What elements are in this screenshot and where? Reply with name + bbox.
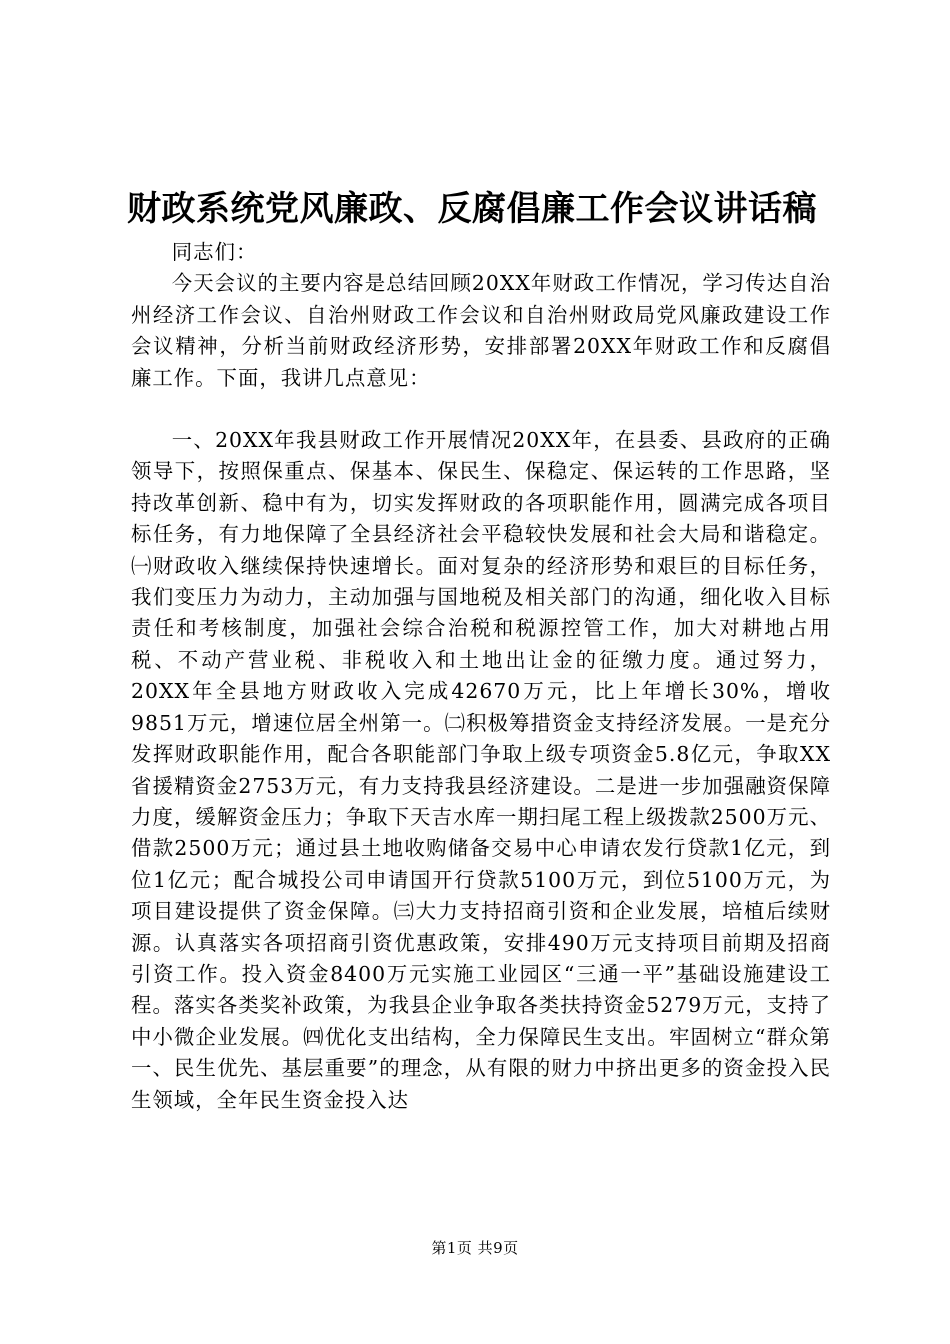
document-title: 财政系统党风廉政、反腐倡廉工作会议讲话稿: [127, 189, 817, 229]
salutation: 同志们：: [171, 240, 258, 264]
document-body: [131, 237, 831, 1116]
page-number-footer: 第1页 共9页: [431, 1239, 519, 1257]
paragraph-section-one: 一、20XX年我县财政工作开展情况20XX年，在县委、县政府的正确领导下，按照保重点、保基本、保民生、保稳定、保运转的工作思路，坚持改革创新、稳中有为，切实发挥财政的各项职能作用，圆满完成各项目标任务，有力地保障了全县经济社会平稳较快发展和社会大局和谐稳定。㈠财政收入继续保持快速增长。面对复杂的经济形势和艰巨的目标任务，我们变压力为动力，主动加强与国地税及相关部门的沟通，细化收入目标责任和考核制度，加强社会综合治税和税源控管工作，加大对耕地占用税、不动产营业税、非税收入和土地出让金的征缴力度。通过努力，20XX年全县地方财政收入完成42670万元，比上年增长30%，增收9851万元，增速位居全州第一。㈡积极筹措资金支持经济发展。一是充分发挥财政职能作用，配合各职能部门争取上级专项资金5.8亿元，争取XX省援精资金2753万元，有力支持我县经济建设。二是进一步加强融资保障力度，缓解资金压力；争取下天吉水库一期扫尾工程上级拨款2500万元、借款2500万元；通过县土地收购储备交易中心申请农发行贷款1亿元，到位1亿元；配合城投公司申请国开行贷款5100万元，到位5100万元，为项目建设提供了资金保障。㈢大力支持招商引资和企业发展，培植后续财源。认真落实各项招商引资优惠政策，安排490万元支持项目前期及招商引资工作。投入资金8400万元实施工业园区“三通一平”基础设施建设工程。落实各类奖补政策，为我县企业争取各类扶持资金5279万元，支持了中小微企业发展。㈣优化支出结构，全力保障民生支出。牢固树立“群众第一、民生优先、基层重要”的理念，从有限的财力中挤出更多的资金投入民生领域，全年民生资金投入达: [131, 428, 831, 1112]
paragraph-intro: 今天会议的主要内容是总结回顾20XX年财政工作情况，学习传达自治州经济工作会议、自治州财政工作会议和自治州财政局党风廉政建设工作会议精神，分析当前财政经济形势，安排部署20XX年财政工作和反腐倡廉工作。下面，我讲几点意见：: [131, 271, 831, 390]
